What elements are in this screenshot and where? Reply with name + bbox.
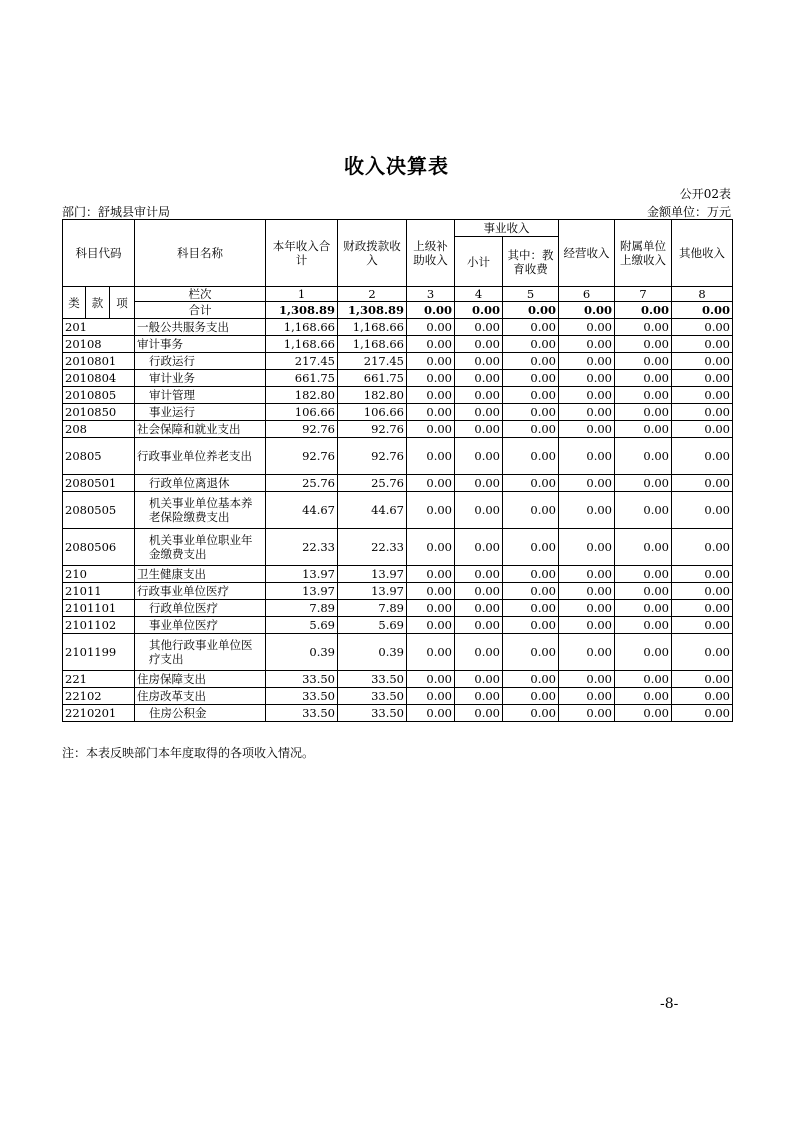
subject-name-cell: 卫生健康支出 (135, 566, 266, 583)
amount-cell: 0.00 (559, 583, 615, 600)
amount-cell: 0.00 (559, 438, 615, 475)
amount-cell: 44.67 (266, 492, 338, 529)
amount-cell: 0.00 (503, 617, 559, 634)
amount-cell: 0.00 (615, 688, 672, 705)
amount-cell: 0.00 (407, 319, 455, 336)
amount-cell: 13.97 (266, 583, 338, 600)
subject-code-cell: 2101101 (63, 600, 135, 617)
amount-cell: 0.00 (559, 319, 615, 336)
amount-cell: 0.00 (407, 529, 455, 566)
amount-cell: 0.00 (407, 688, 455, 705)
amount-cell: 0.00 (455, 492, 503, 529)
table-row (63, 438, 733, 475)
amount-cell: 0.00 (559, 671, 615, 688)
subject-code-cell: 2080505 (63, 492, 135, 529)
amount-cell: 0.00 (615, 387, 672, 404)
form-code: 公开02表 (679, 187, 731, 201)
table-row (63, 671, 733, 688)
amount-cell: 0.00 (615, 336, 672, 353)
amount-cell: 0.00 (503, 438, 559, 475)
amount-cell: 0.00 (672, 566, 733, 583)
table-row (63, 583, 733, 600)
subject-name-cell: 一般公共服务支出 (135, 319, 266, 336)
amount-cell: 0.00 (615, 475, 672, 492)
amount-cell: 0.00 (615, 634, 672, 671)
amount-cell: 0.00 (672, 387, 733, 404)
subject-name-cell: 事业单位医疗 (135, 617, 266, 634)
amount-cell: 0.00 (672, 438, 733, 475)
table-row (63, 319, 733, 336)
amount-cell: 0.00 (407, 617, 455, 634)
amount-cell: 0.00 (407, 336, 455, 353)
amount-cell: 0.00 (672, 529, 733, 566)
amount-cell: 0.00 (672, 705, 733, 722)
amount-cell: 22.33 (266, 529, 338, 566)
amount-cell: 0.00 (615, 583, 672, 600)
amount-cell: 106.66 (266, 404, 338, 421)
income-table (62, 219, 733, 722)
subject-name-cell: 审计事务 (135, 336, 266, 353)
amount-cell: 0.00 (559, 617, 615, 634)
amount-cell: 0.00 (455, 319, 503, 336)
amount-cell: 0.00 (455, 634, 503, 671)
amount-cell: 0.00 (672, 404, 733, 421)
amount-cell: 0.00 (615, 566, 672, 583)
amount-cell: 25.76 (266, 475, 338, 492)
amount-cell: 0.00 (672, 475, 733, 492)
amount-cell: 0.00 (407, 353, 455, 370)
subject-code-cell: 21011 (63, 583, 135, 600)
amount-cell: 33.50 (338, 671, 407, 688)
amount-cell: 7.89 (266, 600, 338, 617)
amount-cell: 0.00 (672, 583, 733, 600)
col-number: 1 (266, 287, 338, 302)
table-row (63, 336, 733, 353)
table-row (63, 688, 733, 705)
header-lei: 类 (63, 287, 86, 319)
amount-cell: 0.00 (559, 475, 615, 492)
amount-cell: 0.00 (559, 421, 615, 438)
amount-cell: 182.80 (266, 387, 338, 404)
department-label: 部门：舒城县审计局 (62, 205, 171, 219)
amount-cell: 0.00 (615, 705, 672, 722)
subject-name-cell: 审计管理 (135, 387, 266, 404)
header-xiang: 项 (110, 287, 135, 319)
total-value: 1,308.89 (266, 302, 338, 319)
amount-cell: 33.50 (338, 688, 407, 705)
amount-cell: 0.00 (615, 492, 672, 529)
amount-cell: 33.50 (266, 688, 338, 705)
header-business-income: 事业收入 (455, 220, 559, 237)
subject-name-cell: 行政单位离退休 (135, 475, 266, 492)
table-row (63, 404, 733, 421)
subject-code-cell: 2101199 (63, 634, 135, 671)
amount-cell: 25.76 (338, 475, 407, 492)
table-row (63, 566, 733, 583)
amount-cell: 13.97 (266, 566, 338, 583)
col-number: 6 (559, 287, 615, 302)
table-row (63, 387, 733, 404)
amount-cell: 0.00 (407, 475, 455, 492)
col-number: 2 (338, 287, 407, 302)
amount-cell: 0.00 (407, 600, 455, 617)
amount-cell: 0.00 (407, 634, 455, 671)
amount-cell: 0.00 (615, 529, 672, 566)
amount-cell: 0.00 (503, 404, 559, 421)
total-value: 0.00 (559, 302, 615, 319)
table-row (63, 421, 733, 438)
subject-name-cell: 住房改革支出 (135, 688, 266, 705)
amount-cell: 0.00 (615, 353, 672, 370)
amount-cell: 0.00 (559, 529, 615, 566)
amount-cell: 0.00 (503, 529, 559, 566)
amount-cell: 0.00 (672, 421, 733, 438)
subject-name-cell: 其他行政事业单位医疗支出 (135, 634, 266, 671)
amount-cell: 33.50 (266, 705, 338, 722)
table-row (63, 529, 733, 566)
header-other-income: 其他收入 (672, 220, 733, 287)
amount-cell: 0.00 (455, 688, 503, 705)
amount-cell: 0.00 (503, 319, 559, 336)
amount-cell: 0.00 (503, 600, 559, 617)
amount-cell: 661.75 (338, 370, 407, 387)
subject-name-cell: 机关事业单位职业年金缴费支出 (135, 529, 266, 566)
amount-cell: 0.00 (503, 353, 559, 370)
col-number: 4 (455, 287, 503, 302)
header-subtotal: 小计 (455, 237, 503, 287)
amount-cell: 106.66 (338, 404, 407, 421)
header-lanci: 栏次 (135, 287, 266, 302)
amount-cell: 0.00 (455, 387, 503, 404)
total-row (63, 302, 733, 319)
subject-name-cell: 行政运行 (135, 353, 266, 370)
table-row (63, 475, 733, 492)
subject-code-cell: 22102 (63, 688, 135, 705)
amount-cell: 5.69 (266, 617, 338, 634)
amount-cell: 0.00 (503, 688, 559, 705)
amount-cell: 0.00 (407, 671, 455, 688)
subject-code-cell: 2080506 (63, 529, 135, 566)
amount-cell: 0.00 (672, 492, 733, 529)
amount-cell: 0.00 (559, 566, 615, 583)
subject-code-cell: 2010804 (63, 370, 135, 387)
subject-code-cell: 20108 (63, 336, 135, 353)
amount-cell: 0.00 (407, 705, 455, 722)
table-row (63, 492, 733, 529)
col-number: 3 (407, 287, 455, 302)
amount-cell: 0.00 (503, 634, 559, 671)
amount-cell: 0.39 (266, 634, 338, 671)
amount-cell: 0.00 (503, 421, 559, 438)
amount-cell: 0.00 (455, 404, 503, 421)
col-number: 5 (503, 287, 559, 302)
amount-cell: 0.00 (615, 438, 672, 475)
subject-code-cell: 208 (63, 421, 135, 438)
subject-code-cell: 201 (63, 319, 135, 336)
header-of-which-edu: 其中：教育收费 (503, 237, 559, 287)
subject-code-cell: 221 (63, 671, 135, 688)
amount-cell: 0.00 (559, 336, 615, 353)
total-value: 0.00 (455, 302, 503, 319)
amount-cell: 0.00 (672, 370, 733, 387)
subject-code-cell: 2210201 (63, 705, 135, 722)
amount-cell: 0.00 (615, 319, 672, 336)
amount-cell: 0.00 (672, 671, 733, 688)
amount-cell: 0.00 (559, 688, 615, 705)
table-row (63, 617, 733, 634)
subject-code-cell: 20805 (63, 438, 135, 475)
subject-code-cell: 2010805 (63, 387, 135, 404)
amount-cell: 7.89 (338, 600, 407, 617)
total-value: 0.00 (672, 302, 733, 319)
amount-cell: 0.00 (672, 688, 733, 705)
amount-cell: 0.00 (455, 705, 503, 722)
subject-name-cell: 审计业务 (135, 370, 266, 387)
amount-cell: 0.00 (407, 387, 455, 404)
header-operating-income: 经营收入 (559, 220, 615, 287)
amount-cell: 0.00 (407, 404, 455, 421)
table-row (63, 353, 733, 370)
amount-cell: 33.50 (266, 671, 338, 688)
amount-cell: 0.00 (455, 529, 503, 566)
subject-code-cell: 2010850 (63, 404, 135, 421)
amount-cell: 0.00 (455, 438, 503, 475)
amount-cell: 0.00 (455, 566, 503, 583)
amount-cell: 0.00 (559, 600, 615, 617)
amount-cell: 0.00 (672, 600, 733, 617)
amount-cell: 92.76 (266, 438, 338, 475)
amount-cell: 1,168.66 (266, 319, 338, 336)
subject-name-cell: 住房公积金 (135, 705, 266, 722)
amount-cell: 0.00 (455, 475, 503, 492)
amount-cell: 0.00 (407, 566, 455, 583)
amount-cell: 22.33 (338, 529, 407, 566)
amount-cell: 0.00 (672, 353, 733, 370)
header-subject-name: 科目名称 (135, 220, 266, 287)
amount-cell: 0.00 (503, 387, 559, 404)
subject-name-cell: 行政事业单位养老支出 (135, 438, 266, 475)
amount-cell: 217.45 (266, 353, 338, 370)
amount-cell: 0.00 (455, 671, 503, 688)
amount-cell: 0.00 (615, 421, 672, 438)
header-affiliated-income: 附属单位上缴收入 (615, 220, 672, 287)
amount-cell: 0.00 (503, 583, 559, 600)
amount-cell: 182.80 (338, 387, 407, 404)
amount-cell: 5.69 (338, 617, 407, 634)
amount-cell: 0.00 (503, 336, 559, 353)
amount-cell: 0.00 (503, 370, 559, 387)
amount-cell: 0.00 (455, 370, 503, 387)
amount-cell: 0.00 (503, 705, 559, 722)
amount-cell: 0.00 (672, 634, 733, 671)
subject-name-cell: 行政事业单位医疗 (135, 583, 266, 600)
amount-cell: 0.00 (455, 600, 503, 617)
amount-cell: 0.39 (338, 634, 407, 671)
amount-cell: 0.00 (407, 492, 455, 529)
table-row (63, 600, 733, 617)
amount-cell: 0.00 (407, 583, 455, 600)
footnote: 注：本表反映部门本年度取得的各项收入情况。 (62, 746, 315, 760)
header-superior-subsidy: 上级补助收入 (407, 220, 455, 287)
table-row (63, 634, 733, 671)
header-subject-code: 科目代码 (63, 220, 135, 287)
subject-name-cell: 行政单位医疗 (135, 600, 266, 617)
amount-cell: 0.00 (503, 566, 559, 583)
amount-cell: 0.00 (615, 617, 672, 634)
table-row (63, 705, 733, 722)
subject-name-cell: 社会保障和就业支出 (135, 421, 266, 438)
amount-cell: 217.45 (338, 353, 407, 370)
amount-cell: 0.00 (455, 353, 503, 370)
amount-cell: 13.97 (338, 583, 407, 600)
amount-cell: 0.00 (559, 634, 615, 671)
amount-cell: 0.00 (503, 475, 559, 492)
col-number: 7 (615, 287, 672, 302)
total-value: 0.00 (407, 302, 455, 319)
subject-name-cell: 住房保障支出 (135, 671, 266, 688)
amount-cell: 0.00 (455, 336, 503, 353)
subject-code-cell: 2101102 (63, 617, 135, 634)
total-value: 1,308.89 (338, 302, 407, 319)
page-title: 收入决算表 (344, 154, 449, 178)
amount-cell: 44.67 (338, 492, 407, 529)
amount-cell: 0.00 (407, 370, 455, 387)
subject-code-cell: 2010801 (63, 353, 135, 370)
amount-cell: 0.00 (615, 671, 672, 688)
amount-cell: 1,168.66 (266, 336, 338, 353)
total-value: 0.00 (615, 302, 672, 319)
amount-cell: 0.00 (455, 583, 503, 600)
amount-cell: 0.00 (455, 617, 503, 634)
total-value: 0.00 (503, 302, 559, 319)
amount-cell: 0.00 (559, 370, 615, 387)
amount-cell: 0.00 (503, 671, 559, 688)
amount-cell: 1,168.66 (338, 319, 407, 336)
amount-cell: 0.00 (615, 600, 672, 617)
amount-cell: 0.00 (672, 617, 733, 634)
subject-code-cell: 2080501 (63, 475, 135, 492)
header-total-income: 本年收入合计 (266, 220, 338, 287)
amount-cell: 0.00 (672, 319, 733, 336)
amount-cell: 92.76 (338, 438, 407, 475)
amount-cell: 0.00 (559, 492, 615, 529)
total-label: 合计 (135, 302, 266, 319)
amount-cell: 0.00 (615, 404, 672, 421)
subject-name-cell: 机关事业单位基本养老保险缴费支出 (135, 492, 266, 529)
amount-cell: 661.75 (266, 370, 338, 387)
amount-cell: 0.00 (407, 421, 455, 438)
subject-code-cell: 210 (63, 566, 135, 583)
amount-cell: 13.97 (338, 566, 407, 583)
subject-name-cell: 事业运行 (135, 404, 266, 421)
amount-cell: 0.00 (407, 438, 455, 475)
table-row (63, 370, 733, 387)
col-number: 8 (672, 287, 733, 302)
amount-cell: 0.00 (672, 336, 733, 353)
unit-label: 金额单位：万元 (646, 205, 731, 219)
amount-cell: 0.00 (503, 492, 559, 529)
page-number: -8- (660, 996, 679, 1012)
amount-cell: 1,168.66 (338, 336, 407, 353)
amount-cell: 0.00 (559, 353, 615, 370)
amount-cell: 0.00 (559, 404, 615, 421)
amount-cell: 0.00 (559, 387, 615, 404)
amount-cell: 33.50 (338, 705, 407, 722)
amount-cell: 92.76 (266, 421, 338, 438)
amount-cell: 0.00 (559, 705, 615, 722)
amount-cell: 0.00 (455, 421, 503, 438)
header-kuan: 款 (86, 287, 110, 319)
amount-cell: 92.76 (338, 421, 407, 438)
header-fiscal-allocation: 财政拨款收入 (338, 220, 407, 287)
amount-cell: 0.00 (615, 370, 672, 387)
